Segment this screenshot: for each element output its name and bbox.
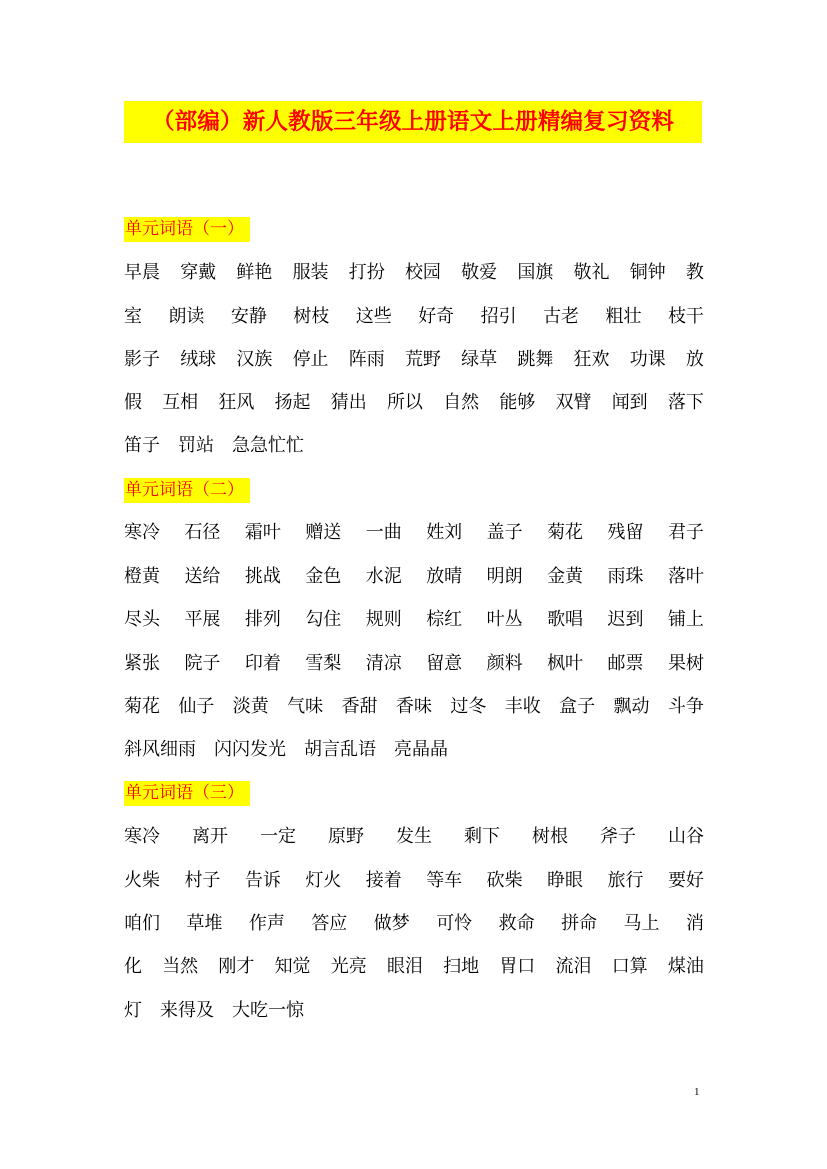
vocab-word: 离开 [192, 826, 228, 847]
vocab-word: 紧张 [124, 653, 160, 674]
vocab-word: 校园 [404, 262, 441, 283]
vocab-word: 罚站 [178, 435, 214, 456]
vocab-word: 煤油 [667, 956, 704, 977]
vocab-word: 印着 [244, 653, 281, 674]
vocab-word: 化 [124, 956, 142, 977]
vocab-word: 香甜 [341, 696, 378, 717]
vocab-word: 教 [685, 262, 704, 283]
title-highlight [124, 101, 702, 143]
vocab-word: 灯火 [305, 870, 342, 891]
word-line [124, 605, 704, 635]
vocab-word: 金黄 [547, 566, 584, 587]
vocab-word: 规则 [365, 609, 402, 630]
vocab-word: 口算 [611, 956, 648, 977]
vocab-word: 留意 [426, 653, 463, 674]
vocab-word: 斜风细雨 [124, 739, 196, 760]
vocab-word: 假 [124, 392, 142, 413]
word-line [124, 649, 704, 679]
vocab-word: 双臂 [555, 392, 592, 413]
vocab-word: 拼命 [561, 913, 598, 934]
vocab-word: 雪梨 [305, 653, 342, 674]
vocab-word: 放晴 [426, 566, 463, 587]
vocab-word: 枝干 [667, 306, 704, 327]
vocab-word: 枫叶 [547, 653, 584, 674]
word-line [124, 952, 704, 982]
vocab-word: 霜叶 [244, 522, 281, 543]
vocab-word: 跳舞 [517, 349, 554, 370]
vocab-word: 菊花 [124, 696, 160, 717]
vocab-word: 这些 [355, 306, 392, 327]
vocab-word: 排列 [244, 609, 281, 630]
vocab-word: 答应 [311, 913, 348, 934]
word-line [124, 822, 704, 852]
vocab-word: 砍柴 [486, 870, 523, 891]
word-line [124, 388, 704, 418]
vocab-word: 绿草 [461, 349, 498, 370]
vocab-word: 狂风 [218, 392, 255, 413]
vocab-word: 室 [124, 306, 142, 327]
vocab-word: 灯 [124, 1000, 142, 1021]
vocab-word: 所以 [386, 392, 423, 413]
vocab-word: 石径 [184, 522, 221, 543]
vocab-word: 功课 [629, 349, 666, 370]
vocab-word: 亮晶晶 [394, 739, 448, 760]
word-line [124, 562, 704, 592]
vocab-word: 平展 [184, 609, 221, 630]
vocab-word: 雨珠 [607, 566, 644, 587]
vocab-word: 大吃一惊 [232, 1000, 304, 1021]
unit-section-2 [124, 478, 704, 760]
vocab-word: 残留 [607, 522, 644, 543]
vocab-word: 落叶 [667, 566, 704, 587]
page-title: （部编）新人教版三年级上册语文上册精编复习资料 [151, 109, 675, 135]
vocab-word: 山谷 [668, 826, 704, 847]
vocab-word: 流泪 [555, 956, 592, 977]
vocab-word: 金色 [305, 566, 342, 587]
vocab-word: 发生 [396, 826, 432, 847]
vocab-word: 来得及 [160, 1000, 214, 1021]
vocab-word: 鲜艳 [236, 262, 273, 283]
vocab-word: 棕红 [426, 609, 463, 630]
vocab-word: 菊花 [547, 522, 584, 543]
vocab-word: 猜出 [330, 392, 367, 413]
vocab-word: 告诉 [244, 870, 281, 891]
vocab-word: 铺上 [667, 609, 704, 630]
vocab-word: 树枝 [293, 306, 330, 327]
vocab-word: 接着 [365, 870, 402, 891]
vocab-word: 粗壮 [605, 306, 642, 327]
page-number: 1 [694, 1086, 700, 1098]
vocab-word: 光亮 [330, 956, 367, 977]
vocab-word: 互相 [162, 392, 199, 413]
vocab-word: 刚才 [218, 956, 255, 977]
unit-heading-1: 单元词语（一） [124, 217, 250, 242]
vocab-word: 旅行 [607, 870, 644, 891]
vocab-word: 马上 [623, 913, 660, 934]
vocab-word: 清凉 [365, 653, 402, 674]
unit-heading-2: 单元词语（二） [124, 478, 250, 503]
vocab-word: 送给 [184, 566, 221, 587]
word-line [124, 345, 704, 375]
vocab-word: 铜钟 [629, 262, 666, 283]
vocab-word: 原野 [328, 826, 364, 847]
word-line [124, 302, 704, 332]
vocab-word: 胃口 [499, 956, 536, 977]
vocab-word: 草堆 [186, 913, 223, 934]
vocab-word: 姓刘 [426, 522, 463, 543]
vocab-word: 敬爱 [461, 262, 498, 283]
vocab-word: 橙黄 [124, 566, 160, 587]
vocab-word: 要好 [667, 870, 704, 891]
vocab-word: 眼泪 [386, 956, 423, 977]
vocab-word: 知觉 [274, 956, 311, 977]
vocab-word: 急急忙忙 [232, 435, 304, 456]
vocab-word: 安静 [230, 306, 267, 327]
vocab-word: 尽头 [124, 609, 160, 630]
vocab-word: 落下 [667, 392, 704, 413]
vocab-word: 狂欢 [573, 349, 610, 370]
vocab-word: 赠送 [305, 522, 342, 543]
word-line [124, 866, 704, 896]
vocab-word: 寒冷 [124, 826, 160, 847]
vocab-word: 救命 [498, 913, 535, 934]
vocab-word: 飘动 [613, 696, 650, 717]
vocab-word: 树根 [532, 826, 568, 847]
vocab-word: 绒球 [180, 349, 217, 370]
vocab-word: 能够 [499, 392, 536, 413]
vocab-word: 斗争 [667, 696, 704, 717]
word-line [124, 996, 704, 1026]
word-line [124, 518, 704, 548]
vocab-word: 荒野 [404, 349, 441, 370]
vocab-word: 当然 [162, 956, 199, 977]
vocab-word: 闻到 [611, 392, 648, 413]
vocab-word: 笛子 [124, 435, 160, 456]
vocab-word: 敬礼 [573, 262, 610, 283]
vocab-word: 自然 [443, 392, 480, 413]
unit-section-3 [124, 781, 704, 1021]
vocab-word: 消 [685, 913, 704, 934]
vocab-word: 做梦 [373, 913, 410, 934]
vocab-word: 阵雨 [348, 349, 385, 370]
vocab-word: 停止 [292, 349, 329, 370]
vocab-word: 扫地 [443, 956, 480, 977]
vocab-word: 闪闪发光 [214, 739, 286, 760]
vocab-word: 气味 [287, 696, 324, 717]
vocab-word: 朗读 [168, 306, 205, 327]
vocab-word: 招引 [480, 306, 517, 327]
vocab-word: 火柴 [124, 870, 160, 891]
vocab-word: 国旗 [517, 262, 554, 283]
word-line [124, 258, 704, 288]
unit-section-1 [124, 217, 704, 456]
vocab-word: 影子 [124, 349, 160, 370]
vocab-word: 村子 [184, 870, 221, 891]
vocab-word: 淡黄 [232, 696, 269, 717]
vocab-word: 睁眼 [547, 870, 584, 891]
vocab-word: 可怜 [436, 913, 473, 934]
vocab-word: 服装 [292, 262, 329, 283]
vocab-word: 盒子 [559, 696, 596, 717]
vocab-word: 叶丛 [486, 609, 523, 630]
vocab-word: 仙子 [178, 696, 215, 717]
vocab-word: 邮票 [607, 653, 644, 674]
vocab-word: 汉族 [236, 349, 273, 370]
vocab-word: 勾住 [305, 609, 342, 630]
word-line [124, 431, 704, 461]
vocab-word: 斧子 [600, 826, 636, 847]
vocab-word: 扬起 [274, 392, 311, 413]
vocab-word: 院子 [184, 653, 221, 674]
vocab-word: 寒冷 [124, 522, 160, 543]
vocab-word: 胡言乱语 [304, 739, 376, 760]
vocab-word: 明朗 [486, 566, 523, 587]
vocab-word: 盖子 [486, 522, 523, 543]
vocab-word: 作声 [248, 913, 285, 934]
word-line [124, 909, 704, 939]
vocab-word: 穿戴 [180, 262, 217, 283]
vocab-word: 丰收 [504, 696, 541, 717]
vocab-word: 水泥 [365, 566, 402, 587]
vocab-word: 过冬 [450, 696, 487, 717]
vocab-word: 剩下 [464, 826, 500, 847]
unit-heading-3: 单元词语（三） [124, 781, 250, 806]
vocab-word: 古老 [543, 306, 580, 327]
vocab-word: 咱们 [124, 913, 160, 934]
vocab-word: 歌唱 [547, 609, 584, 630]
vocab-word: 好奇 [418, 306, 455, 327]
vocab-word: 颜料 [486, 653, 523, 674]
vocab-word: 迟到 [607, 609, 644, 630]
vocab-word: 果树 [667, 653, 704, 674]
vocab-word: 一曲 [365, 522, 402, 543]
word-line [124, 735, 704, 765]
vocab-word: 早晨 [124, 262, 160, 283]
vocab-word: 等车 [426, 870, 463, 891]
vocab-word: 打扮 [348, 262, 385, 283]
vocab-word: 君子 [667, 522, 704, 543]
vocab-word: 挑战 [244, 566, 281, 587]
vocab-word: 香味 [395, 696, 432, 717]
word-line [124, 692, 704, 722]
vocab-word: 一定 [260, 826, 296, 847]
vocab-word: 放 [685, 349, 704, 370]
